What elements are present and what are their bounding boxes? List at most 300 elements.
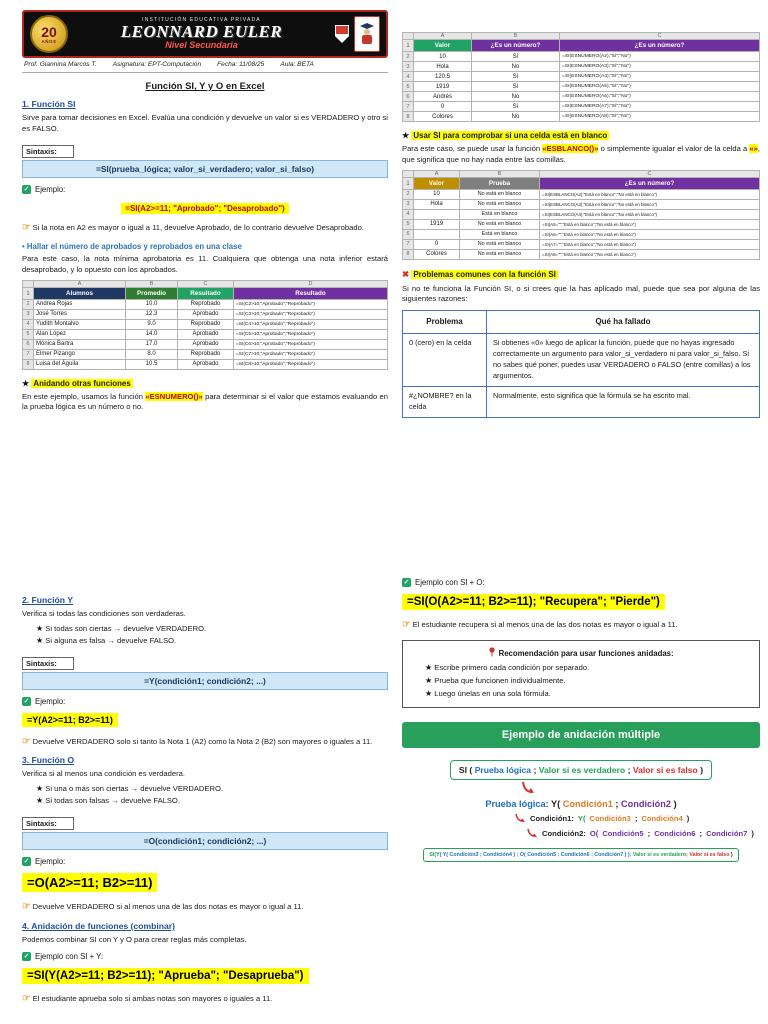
o-keyword: O( (589, 829, 599, 839)
table-cell: =SI(ESNUMERO(A4);"Sí";"No") (560, 72, 760, 82)
table-cell: 3 (403, 62, 414, 72)
table-cell: Hola (414, 62, 472, 72)
syntax-box-si (22, 141, 388, 178)
syntax-label: Sintaxis: (22, 145, 74, 158)
recommendation-item (425, 662, 749, 675)
table-row (403, 199, 760, 209)
close-paren: ) (686, 814, 690, 824)
table-cell: =SI(ESNUMERO(A3);"Sí";"No") (560, 62, 760, 72)
table-cell: Reprobado (178, 319, 234, 329)
syntax-box-y (22, 653, 388, 690)
syntax-box-o (22, 813, 388, 850)
condicion6: Condición6 (654, 829, 696, 839)
table-cell: =SI(ESNUMERO(A2);"Sí";"No") (560, 52, 760, 62)
school-name: LEONNARD EULER (120, 21, 283, 41)
pointing-hand-icon: ☞ (22, 221, 31, 233)
table-row (403, 209, 760, 219)
table-cell: 2 (403, 52, 414, 62)
si-keyword: SI ( (458, 764, 473, 775)
table-cell: =SI(ESBLANCO(A2);"Está en blanco";"No está en blanco") (540, 189, 760, 199)
table-cell: No está en blanco (460, 249, 540, 259)
nested-body: Y( Y( Condición3 ; Condición4 ) ; O( Condición5 ; Condición6 ; Condición7 ) ) (436, 851, 630, 858)
table-cell: 9.0 (126, 319, 178, 329)
table-cell: 4 (403, 72, 414, 82)
esblanco-table (402, 170, 760, 260)
table-cell: No está en blanco (460, 239, 540, 249)
corner-cell (403, 170, 414, 177)
example-label-row (402, 578, 760, 587)
star-icon: ★ (425, 688, 433, 698)
condicion2: Condición2 (621, 798, 672, 809)
separator: ; (699, 829, 703, 839)
table-cell: 8.0 (126, 349, 178, 359)
star-icon: ★ (425, 676, 433, 686)
table-cell: Mónica Bartra (34, 339, 126, 349)
badge-label: AÑOS (41, 38, 57, 44)
school-banner (22, 10, 388, 58)
table-cell: 7 (403, 239, 414, 249)
condicion1: Condición1 (562, 798, 613, 809)
table-cell: =SI(C2>10;"Aprobado";"Reprobado") (234, 299, 388, 309)
table-cell: Alan López (34, 329, 126, 339)
condicion5: Condición5 (602, 829, 644, 839)
table-cell: Yudith Montalvo (34, 319, 126, 329)
example-label-row (22, 952, 388, 961)
table-cell: No está en blanco (460, 189, 540, 199)
table-cell: 4 (23, 319, 34, 329)
condicion1-label: Condición1: (530, 814, 574, 824)
header-row (403, 177, 760, 189)
table-cell: Andrés (414, 92, 472, 102)
esnumero-table (402, 32, 760, 122)
table-cell: 5 (23, 329, 34, 339)
table-row (403, 62, 760, 72)
table-cell: Aprobado (178, 339, 234, 349)
section-2-bullets (36, 623, 388, 647)
table-cell: 0 (414, 239, 460, 249)
close-paren: ) (673, 798, 677, 809)
table-cell: Está en blanco (460, 209, 540, 219)
nesting-heading (22, 379, 388, 388)
spacer (22, 416, 388, 588)
table-cell: 8 (23, 359, 34, 369)
table-cell: =SI(A7="";"Está en blanco";"No está en blanco") (540, 239, 760, 249)
note-si-o (402, 618, 760, 631)
school-level: Nivel Secundaria (165, 39, 238, 50)
syntax-label: Sintaxis: (22, 817, 74, 830)
table-cell (414, 229, 460, 239)
table-cell: Colores (414, 112, 472, 122)
close-paren: ) (751, 829, 754, 839)
row-number: 1 (23, 287, 34, 299)
arg-valor-verdadero: Valor si es verdadero (538, 764, 626, 775)
table-cell: Aprobado (178, 329, 234, 339)
table-cell: No está en blanco (460, 219, 540, 229)
example-formula-si-o: =SI(O(A2>=11; B2>=11); "Recupera"; "Pierde") (402, 594, 665, 610)
table-cell: 2 (403, 189, 414, 199)
table-cell: =SI(ESNUMERO(A8);"Sí";"No") (560, 112, 760, 122)
col-letter: A (414, 170, 460, 177)
table-row (403, 229, 760, 239)
header-cell: Prueba (460, 177, 540, 189)
table-cell: Sí (472, 82, 560, 92)
header-cell: Valor (414, 177, 460, 189)
bullet-text: Si todas son falsas → devuelve FALSO. (45, 796, 180, 806)
recommendation-item (425, 688, 749, 701)
esblanco-code: «ESBLANCO()» (542, 144, 599, 153)
table-cell: =SI(C7>10;"Aprobado";"Reprobado") (234, 349, 388, 359)
problems-heading-text: Problemas comunes con la función SI (413, 269, 556, 279)
header-row (403, 40, 760, 52)
table-cell: Sí (472, 102, 560, 112)
table-cell: No está en blanco (460, 199, 540, 209)
separator: ; (627, 764, 631, 775)
col-letter: C (540, 170, 760, 177)
bullet-item (36, 623, 388, 635)
bullet-item (36, 783, 388, 795)
check-icon: ✓ (23, 858, 30, 866)
table-cell: 5 (403, 82, 414, 92)
example-formula-si-y: =SI(Y(A2>=11; B2>=11); "Aprueba"; "Desaprueba") (22, 968, 309, 984)
right-column (402, 28, 760, 862)
table-cell (414, 209, 460, 219)
blank-text-1: Para este caso, se puede usar la función (402, 144, 541, 153)
example-formula-y: =Y(A2>=11; B2>=11) (22, 713, 118, 727)
table-cell: 0 (414, 102, 472, 112)
problem-cell: 0 (cero) en la celda (403, 334, 487, 387)
diagram-line-prueba (402, 799, 760, 809)
col-letter: A (414, 33, 472, 40)
col-letter: A (34, 280, 126, 287)
syntax-formula-o: =O(condición1; condición2; ...) (22, 832, 388, 850)
table-cell: Sí (472, 72, 560, 82)
curved-arrow-icon (514, 813, 526, 825)
bullet-item (36, 635, 388, 647)
close-paren: ) (730, 851, 733, 858)
table-cell: 3 (23, 309, 34, 319)
section-1-heading: 1. Función SI (22, 99, 76, 109)
header-cell: ¿Es un número? (560, 40, 760, 52)
banner-text (76, 18, 327, 51)
table-row (403, 311, 760, 334)
check-icon: ✓ (23, 185, 30, 193)
table-cell: 6 (23, 339, 34, 349)
note-y (22, 735, 388, 748)
header-cell: ¿Es un número? (472, 40, 560, 52)
header-cell: Resultado (178, 287, 234, 299)
table-cell: 120.5 (414, 72, 472, 82)
table-row (403, 249, 760, 259)
recommendation-item (425, 675, 749, 688)
note-si (22, 221, 388, 234)
document-title: Función SI, Y y O en Excel (145, 81, 265, 92)
separator: ; (647, 829, 651, 839)
section-1-intro: Sirve para tomar decisiones en Excel. Evalúa una condición y devuelve un valor si es VERDADERO y otro si es FALSO. (22, 113, 388, 133)
blank-check-text (402, 144, 760, 166)
note-si-o-text: El estudiante recupera si al menos una de las dos notas es mayor o igual a 11. (412, 619, 678, 629)
example-formula-si: =SI(A2>=11; "Aprobado"; "Desaprobado") (121, 203, 288, 214)
example-label: Ejemplo con SI + Y: (35, 952, 104, 962)
table-cell: =SI(C4>10;"Aprobado";"Reprobado") (234, 319, 388, 329)
table-cell: Está en blanco (460, 229, 540, 239)
empty-quotes-code: «» (749, 144, 758, 153)
note-si-y-text: El estudiante aprueba solo si ambas notas son mayores o iguales a 11. (32, 994, 273, 1004)
table-row (403, 189, 760, 199)
table-cell: 10.5 (126, 359, 178, 369)
table-row (403, 112, 760, 122)
blank-check-heading (402, 131, 760, 140)
table-row (403, 82, 760, 92)
star-icon: ★ (36, 623, 44, 633)
problems-intro: Si no te funciona la Función SI, o si crees que la has aplicado mal, puede que sea por alguna de las siguientes razones: (402, 283, 760, 304)
arg-prueba-logica: Prueba lógica (474, 764, 532, 775)
spacer (402, 423, 760, 571)
diagram-line-condicion2 (526, 828, 760, 840)
meta-subject: Asignatura: EPT-Computación (112, 61, 202, 68)
header-cell: Promedio (126, 287, 178, 299)
star-icon: ★ (36, 796, 44, 806)
subsection-text: Para este caso, la nota mínima aprobatoria es 11. Cualquiera que obtenga una nota inferior estará desaprobado, y lo opuesto con los aprobados. (22, 254, 388, 274)
table-cell: No (472, 62, 560, 72)
table-cell: =SI(ESBLANCO(A4);"Está en blanco";"No está en blanco") (540, 209, 760, 219)
table-row (403, 72, 760, 82)
table-row (403, 334, 760, 387)
table-cell: =SI(C6>10;"Aprobado";"Reprobado") (234, 339, 388, 349)
note-o (22, 900, 388, 913)
table-row (23, 339, 388, 349)
subsection-heading (22, 242, 388, 251)
table-cell: =SI(ESNUMERO(A7);"Sí";"No") (560, 102, 760, 112)
table-row (23, 329, 388, 339)
table-cell: 4 (403, 209, 414, 219)
blank-check-heading-text: Usar SI para comprobar si una celda está en blanco (413, 131, 608, 140)
section-3-heading: 3. Función O (22, 755, 75, 766)
check-icon: ✓ (403, 578, 410, 586)
table-cell: =SI(A8="";"Está en blanco";"No está en blanco") (540, 249, 760, 259)
corner-cell (23, 280, 34, 287)
example-label: Ejemplo: (35, 184, 66, 194)
table-row (23, 359, 388, 369)
class-meta (22, 58, 388, 73)
syntax-formula-si: =SI(prueba_lógica; valor_si_verdadero; valor_si_falso) (22, 160, 388, 178)
problems-col-header: Problema (403, 311, 487, 334)
table-cell: =SI(A6="";"Está en blanco";"No está en blanco") (540, 229, 760, 239)
example-formula-wrap (22, 198, 388, 216)
table-cell: 6 (403, 229, 414, 239)
header-cell: Resultado (234, 287, 388, 299)
table-cell: =SI(C8>10;"Aprobado";"Reprobado") (234, 359, 388, 369)
row-number: 1 (403, 177, 414, 189)
pointing-hand-icon: ☞ (22, 901, 31, 913)
section-3-bullets (36, 783, 388, 807)
table-row (403, 92, 760, 102)
bullet-icon: • (22, 242, 25, 252)
section-4-heading: 4. Anidación de funciones (combinar) (22, 920, 175, 931)
example-label: Ejemplo: (35, 696, 66, 706)
example-label-row (22, 185, 388, 194)
col-letter: D (234, 280, 388, 287)
separator: ; (533, 764, 537, 775)
condicion7: Condición7 (706, 829, 748, 839)
y-keyword: Y( (577, 814, 586, 824)
col-letter: B (460, 170, 540, 177)
alumnos-table (22, 280, 388, 370)
note-o-text: Devuelve VERDADERO si al menos una de las dos notas es mayor o igual a 11. (32, 902, 304, 912)
valor-falso: ; Valor si es falso (686, 851, 730, 858)
table-cell: =SI(A5="";"Está en blanco";"No está en blanco") (540, 219, 760, 229)
column-letters-row (23, 280, 388, 287)
table-row (23, 319, 388, 329)
cross-icon: ✖ (402, 268, 410, 279)
table-cell: 1919 (414, 219, 460, 229)
nesting-text-2: para determinar si el valor que estamos evaluando en la prueba lógica es un número o no. (22, 391, 388, 412)
col-letter: B (472, 33, 560, 40)
blank-text-2: o simplemente igualar el valor de la celda a (600, 144, 748, 153)
bullet-item (36, 795, 388, 807)
star-icon: ★ (402, 131, 410, 140)
badge-number: 20 (41, 23, 57, 40)
check-icon: ✓ (23, 697, 30, 705)
col-letter: C (560, 33, 760, 40)
recommendation-text: Prueba que funcionen individualmente. (434, 676, 566, 686)
table-cell: =SI(ESNUMERO(A6);"Sí";"No") (560, 92, 760, 102)
example-label-row (22, 857, 388, 866)
table-cell: Hola (414, 199, 460, 209)
nesting-text (22, 392, 388, 414)
condicion2-label: Condición2: (542, 829, 586, 839)
table-row (23, 349, 388, 359)
blank-text-3: , que significa que no hay nada entre las comillas. (402, 144, 760, 164)
graduate-icon (358, 21, 376, 47)
si-keyword: SI( (429, 851, 437, 858)
meta-date: Fecha: 11/08/25 (217, 61, 265, 68)
problem-cell: #¿NOMBRE? en la celda (403, 386, 487, 417)
table-cell: 7 (23, 349, 34, 359)
header-cell: ¿Es un número? (540, 177, 760, 189)
meta-professor: Prof. Giannina Marcos T. (24, 61, 97, 68)
table-cell: 5 (403, 219, 414, 229)
problems-col-header: Qué ha fallado (487, 311, 760, 334)
bullet-text: Si una o más son ciertas → devuelve VERDADERO. (45, 784, 223, 794)
recommendation-title (413, 647, 749, 658)
syntax-formula-y: =Y(condición1; condición2; ...) (22, 672, 388, 690)
meta-room: Aula: BETA (280, 61, 314, 68)
example-label: Ejemplo con SI + O: (415, 577, 485, 587)
section-2-heading: 2. Función Y (22, 595, 73, 606)
note-y-text: Devuelve VERDADERO solo si tanto la Nota 1 (A2) como la Nota 2 (B2) son mayores o iguales a 11. (32, 736, 373, 746)
table-cell: 17.0 (126, 339, 178, 349)
table-row (23, 309, 388, 319)
pointing-hand-icon: ☞ (22, 993, 31, 1005)
separator: ; (615, 798, 619, 809)
check-icon: ✓ (23, 953, 30, 961)
table-cell: =SI(ESNUMERO(A5);"Sí";"No") (560, 82, 760, 92)
pushpin-icon (488, 647, 496, 657)
curved-arrow-icon (520, 781, 536, 796)
table-cell: 8 (403, 112, 414, 122)
esnumero-code: «ESNUMERO()» (145, 391, 203, 401)
student-graphic (354, 16, 380, 52)
example-label-row (22, 697, 388, 706)
recommendation-title-text: Recomendación para usar funciones anidadas: (498, 649, 674, 659)
table-cell: Luisa del Águila (34, 359, 126, 369)
table-cell: Andrea Rojas (34, 299, 126, 309)
table-cell: 14.0 (126, 329, 178, 339)
section-4-intro: Podemos combinar SI con Y y O para crear reglas más completas. (22, 934, 247, 944)
table-cell: 3 (403, 199, 414, 209)
header-row (23, 287, 388, 299)
table-cell: 8 (403, 249, 414, 259)
table-cell: No (472, 112, 560, 122)
bullet-text: Si alguna es falsa → devuelve FALSO. (45, 635, 177, 645)
table-cell: =SI(C5>10;"Aprobado";"Reprobado") (234, 329, 388, 339)
diagram-banner: Ejemplo de anidación múltiple (402, 722, 760, 748)
star-icon: ★ (22, 378, 30, 388)
note-si-text: Si la nota en A2 es mayor o igual a 11, devuelve Aprobado, de lo contrario devuelve Desaprobado. (32, 222, 364, 232)
table-cell: =SI(C3>10;"Aprobado";"Reprobado") (234, 309, 388, 319)
example-formula-o: =O(A2>=11; B2>=11) (22, 873, 157, 892)
table-cell: Aprobado (178, 359, 234, 369)
condicion4: Condición4 (641, 814, 683, 824)
header-cell: Alumnos (34, 287, 126, 299)
shield-icon (335, 25, 349, 43)
arg-valor-falso: Valor si es falso (632, 764, 698, 775)
prueba-logica-label: Prueba lógica: (485, 798, 549, 809)
star-icon: ★ (36, 784, 44, 794)
star-icon: ★ (425, 663, 433, 673)
problems-heading (402, 269, 760, 280)
table-cell: Elmer Pizango (34, 349, 126, 359)
table-row (403, 219, 760, 229)
separator: ; (634, 814, 638, 824)
table-row (403, 52, 760, 62)
nesting-heading-text: Anidando otras funciones (33, 378, 131, 388)
section-3-intro: Verifica si al menos una condición es verdadera. (22, 769, 185, 779)
diagram-line-condicion1 (514, 813, 760, 825)
valor-verdadero: ; Valor si es verdadero (629, 851, 687, 858)
table-cell: 6 (403, 92, 414, 102)
table-cell: 12.3 (126, 309, 178, 319)
diagram-main-formula (450, 760, 712, 780)
table-row (403, 239, 760, 249)
subsection-heading-text: Hallar el número de aprobados y reprobados en una clase (26, 242, 242, 252)
star-icon: ★ (36, 635, 44, 645)
recommendation-text: Escribe primero cada condición por separado. (434, 663, 590, 673)
problem-detail-cell: Si obtienes «0» luego de aplicar la función, puede que no hayas ingresado correctamente un argumento para valor_si_verdadero ni para valor_si_falso. Si no sabes qué poner, puedes usar VERDADERO o FALSO (entre comillas) a los argumentos. (487, 334, 760, 387)
problems-table (402, 310, 760, 418)
table-cell: 10 (414, 52, 472, 62)
table-row (23, 299, 388, 309)
problem-detail-cell: Normalmente, esto significa que la fórmula se ha escrito mal. (487, 386, 760, 417)
condicion3: Condición3 (589, 814, 631, 824)
diagram-final-formula (423, 848, 738, 862)
table-cell: Reprobado (178, 349, 234, 359)
table-cell: No (472, 92, 560, 102)
header-cell: Valor (414, 40, 472, 52)
table-row (403, 386, 760, 417)
col-letter: C (178, 280, 234, 287)
table-cell: 1919 (414, 82, 472, 92)
pointing-hand-icon: ☞ (402, 618, 411, 630)
column-letters-row (403, 170, 760, 177)
table-cell: =SI(ESBLANCO(A3);"Está en blanco";"No está en blanco") (540, 199, 760, 209)
nesting-text-1: En este ejemplo, usamos la función (22, 391, 144, 401)
close-paren: ) (700, 764, 704, 775)
row-number: 1 (403, 40, 414, 52)
section-2-intro: Verifica si todas las condiciones son verdaderas. (22, 609, 186, 619)
table-cell: 2 (23, 299, 34, 309)
syntax-label: Sintaxis: (22, 657, 74, 670)
